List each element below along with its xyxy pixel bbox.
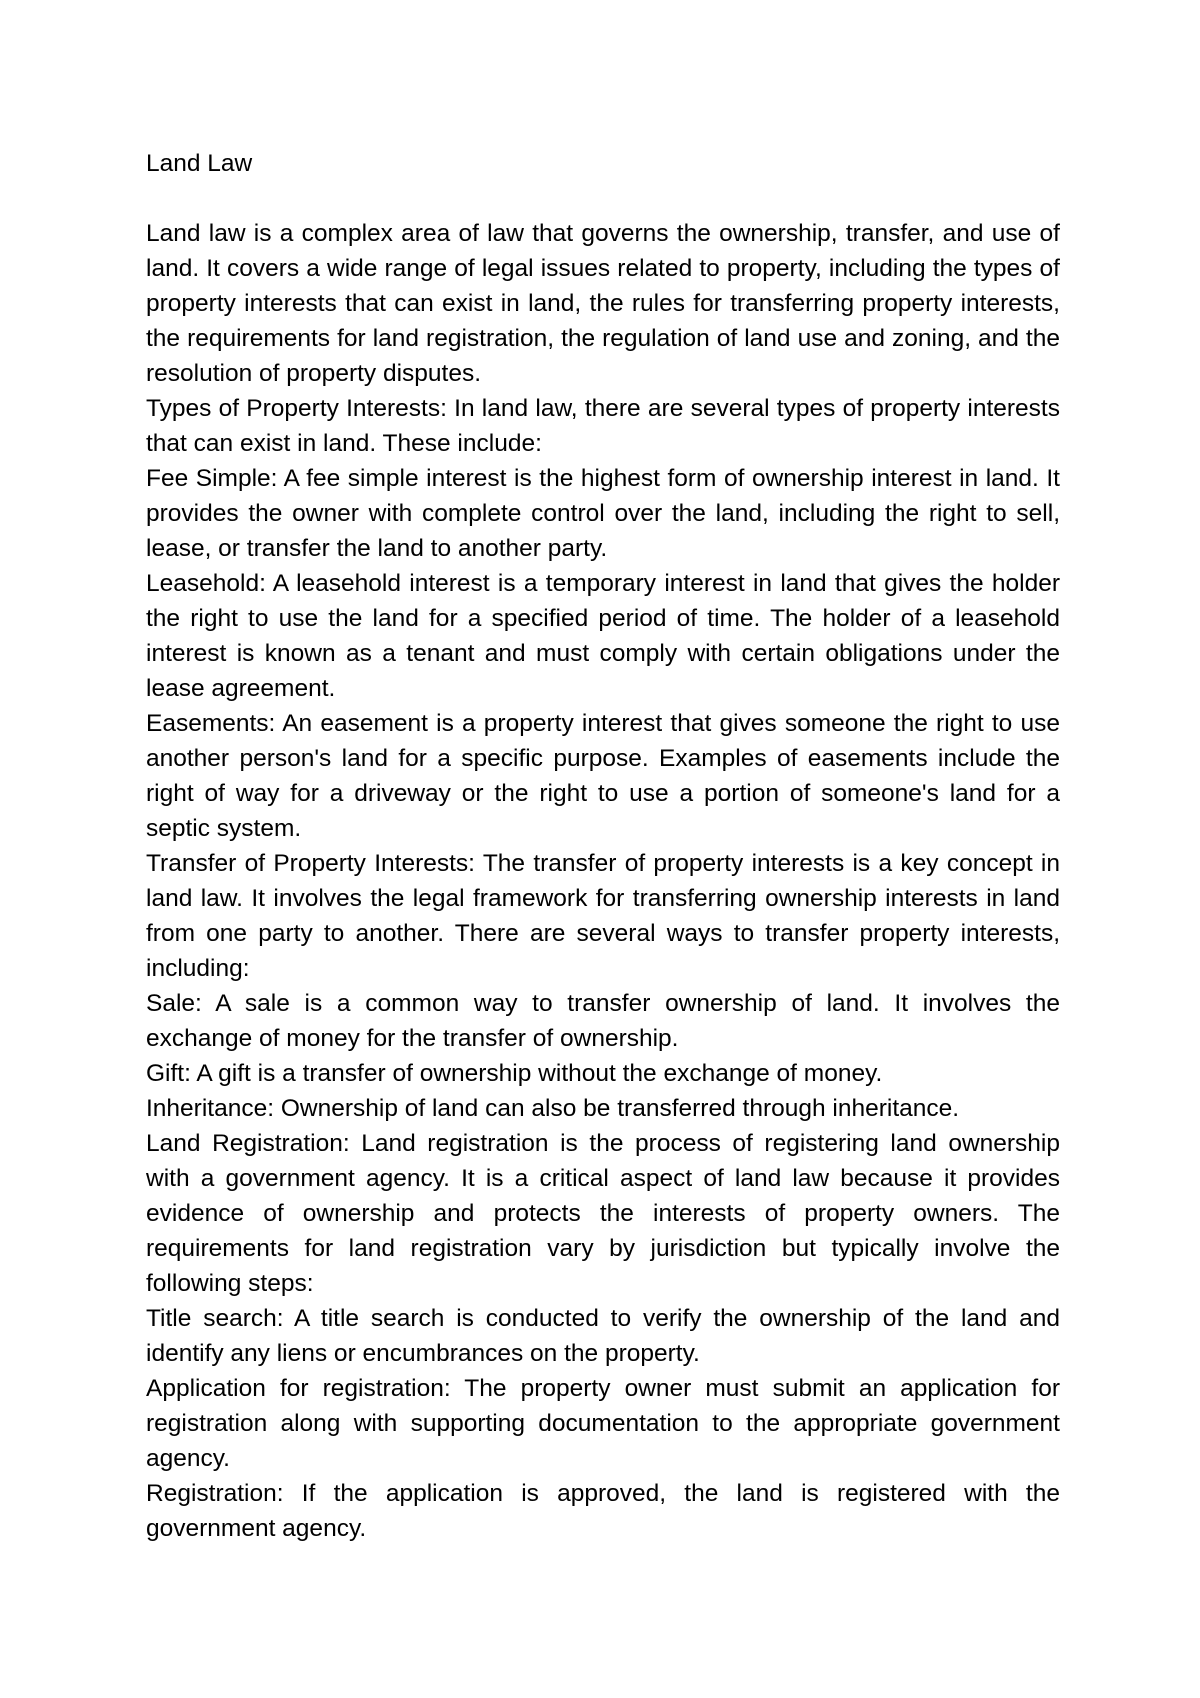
paragraph-title-search: Title search: A title search is conducted to verify the ownership of the land and identify any liens or encumbrances on the property. <box>146 1305 1060 1367</box>
paragraph-sale: Sale: A sale is a common way to transfer ownership of land. It involves the exchange of money for the transfer of ownership. <box>146 990 1060 1052</box>
paragraph-intro: Land law is a complex area of law that governs the ownership, transfer, and use of land. It covers a wide range of legal issues related to property, including the types of property interests that can exist in land, the rules for transferring property interests, the requirements for land registration, the regulation of land use and zoning, and the resolution of property disputes. <box>146 220 1060 387</box>
paragraph-gift: Gift: A gift is a transfer of ownership without the exchange of money. <box>146 1060 883 1087</box>
paragraph-types-of-property-interests: Types of Property Interests: In land law, there are several types of property interests that can exist in land. These include: <box>146 395 1060 457</box>
paragraph-easements: Easements: An easement is a property interest that gives someone the right to use another person's land for a specific purpose. Examples of easements include the right of way for a driveway or the right to use a portion of someone's land for a septic system. <box>146 710 1060 842</box>
paragraph-inheritance: Inheritance: Ownership of land can also be transferred through inheritance. <box>146 1095 960 1122</box>
paragraph-application-for-registration: Application for registration: The property owner must submit an application for registration along with supporting documentation to the appropriate government agency. <box>146 1375 1060 1472</box>
paragraph-fee-simple: Fee Simple: A fee simple interest is the highest form of ownership interest in land. It provides the owner with complete control over the land, including the right to sell, lease, or transfer the land to another party. <box>146 465 1060 562</box>
document-body <box>146 146 1060 1546</box>
document-title: Land Law <box>146 150 253 177</box>
paragraph-leasehold: Leasehold: A leasehold interest is a temporary interest in land that gives the holder the right to use the land for a specified period of time. The holder of a leasehold interest is known as a tenant and must comply with certain obligations under the lease agreement. <box>146 570 1060 702</box>
paragraph-transfer-of-property-interests: Transfer of Property Interests: The transfer of property interests is a key concept in land law. It involves the legal framework for transferring ownership interests in land from one party to another. There are several ways to transfer property interests, including: <box>146 850 1060 982</box>
paragraph-land-registration: Land Registration: Land registration is the process of registering land ownership with a government agency. It is a critical aspect of land law because it provides evidence of ownership and protects the interests of property owners. The requirements for land registration vary by jurisdiction but typically involve the following steps: <box>146 1130 1060 1297</box>
paragraph-registration: Registration: If the application is approved, the land is registered with the government agency. <box>146 1480 1060 1542</box>
